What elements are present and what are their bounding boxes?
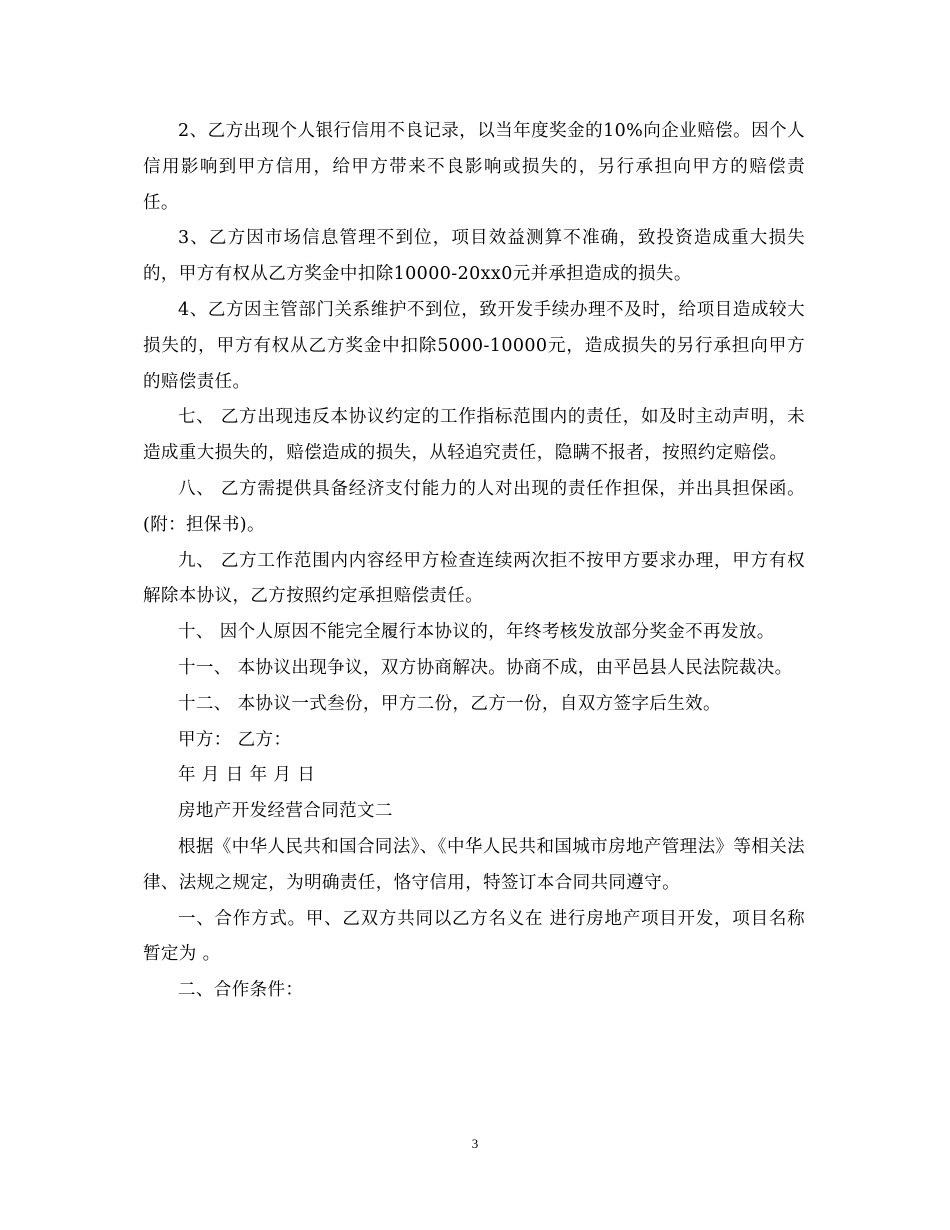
paragraph-cooperation-method: 一、合作方式。甲、乙双方共同以乙方名义在 进行房地产项目开发，项目名称暂定为 。 — [143, 908, 805, 965]
paragraph-clause-4-department-relations: 4、乙方因主管部门关系维护不到位，致开发手续办理不及时，给项目造成较大损失的，甲方有权从乙方奖金中扣除5000-10000元，造成损失的另行承担向甲方的赔偿责任。 — [143, 299, 805, 392]
paragraph-article-8: 八、 乙方需提供具备经济支付能力的人对出现的责任作担保，并出具担保函。(附：担保书)。 — [143, 478, 805, 535]
paragraph-legal-basis: 根据《中华人民共和国合同法》、《中华人民共和国城市房地产管理法》等相关法律、法规之规定，为明确责任，恪守信用，特签订本合同共同遵守。 — [143, 836, 805, 893]
paragraph-article-7: 七、 乙方出现违反本协议约定的工作指标范围内的责任，如及时主动声明，未造成重大损失的，赔偿造成的损失，从轻追究责任，隐瞒不报者，按照约定赔偿。 — [143, 407, 805, 464]
paragraph-article-9: 九、 乙方工作范围内内容经甲方检查连续两次拒不按甲方要求办理，甲方有权解除本协议，乙方按照约定承担赔偿责任。 — [143, 550, 805, 607]
paragraph-clause-3-market-info: 3、乙方因市场信息管理不到位，项目效益测算不准确，致投资造成重大损失的，甲方有权从乙方奖金中扣除10000-20xx0元并承担造成的损失。 — [143, 228, 805, 285]
section-heading-contract-two: 房地产开发经营合同范文二 — [178, 801, 393, 822]
paragraph-article-12: 十二、 本协议一式叁份，甲方二份，乙方一份，自双方签字后生效。 — [178, 693, 721, 714]
page-number: 3 — [471, 1136, 479, 1151]
paragraph-article-10: 十、 因个人原因不能完全履行本协议的，年终考核发放部分奖金不再发放。 — [178, 622, 775, 643]
signature-date-line: 年 月 日 年 月 日 — [178, 765, 316, 786]
paragraph-clause-2-credit-record: 2、乙方出现个人银行信用不良记录，以当年度奖金的10%向企业赔偿。因个人信用影响到甲方信用，给甲方带来不良影响或损失的，另行承担向甲方的赔偿责任。 — [143, 121, 805, 213]
paragraph-cooperation-conditions: 二、合作条件： — [178, 980, 304, 1001]
paragraph-article-11: 十一、 本协议出现争议，双方协商解决。协商不成，由平邑县人民法院裁决。 — [178, 657, 793, 678]
document-body — [143, 114, 805, 1009]
signature-parties-line: 甲方： 乙方： — [178, 729, 292, 750]
